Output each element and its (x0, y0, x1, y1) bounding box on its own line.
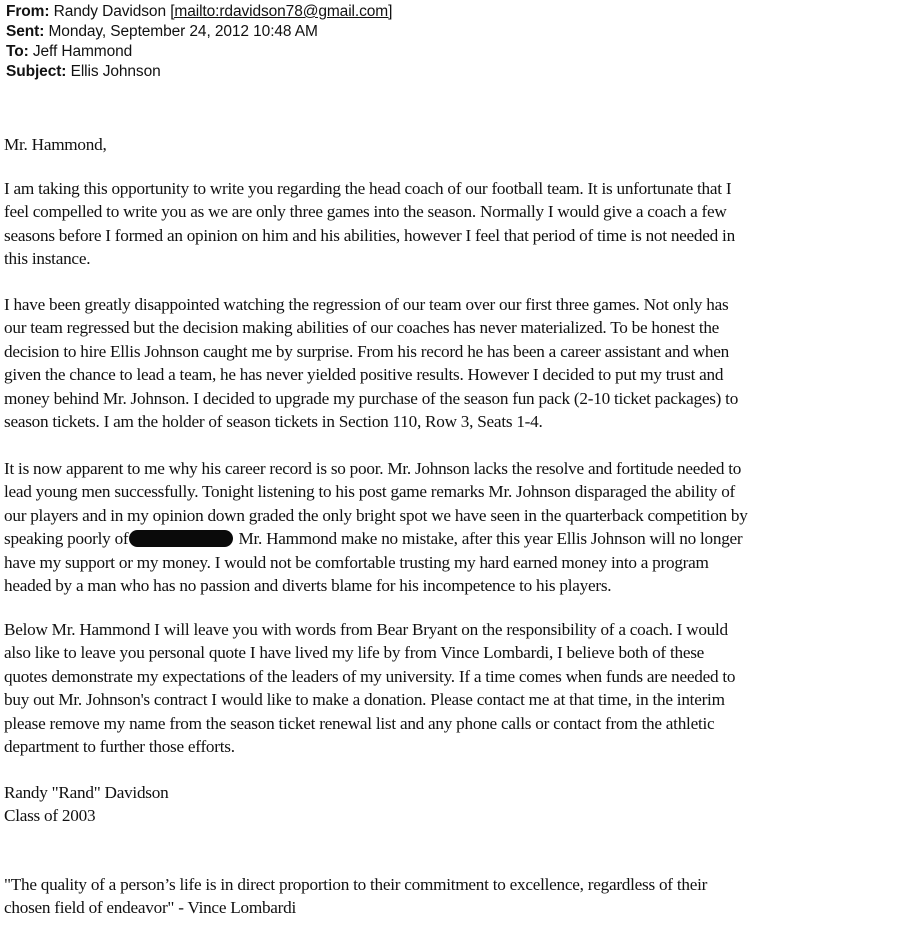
signature-block (4, 781, 168, 828)
paragraph-line: money behind Mr. Johnson. I decided to upgrade my purchase of the season fun pack (2-10 ticket packages) to (4, 388, 739, 408)
subject-value: Ellis Johnson (70, 63, 161, 80)
line-text-after-redaction: Mr. Hammond make no mistake, after this year Ellis Johnson will no longer (234, 529, 743, 549)
email-header (6, 2, 392, 82)
paragraph-line: have my support or my money. I would not be comfortable trusting my hard earned money into a program (4, 552, 709, 572)
paragraph-line: quotes demonstrate my expectations of the leaders of my university. If a time comes when funds are needed to (4, 666, 736, 686)
to-value: Jeff Hammond (32, 43, 133, 60)
paragraph-line: also like to leave you personal quote I have lived my life by from Vince Lombardi, I believe both of these (4, 643, 705, 663)
line-text-before-redaction: speaking poorly of (4, 529, 129, 549)
paragraph-1 (4, 177, 735, 271)
paragraph-line: decision to hire Ellis Johnson caught me by surprise. From his record he has been a career assistant and when (4, 341, 729, 361)
paragraph-line: season tickets. I am the holder of season tickets in Section 110, Row 3, Seats 1-4. (4, 412, 543, 432)
paragraph-line: our players and in my opinion down graded the only bright spot we have seen in the quarterback competition by (4, 505, 748, 525)
paragraph-line: given the chance to lead a team, he has never yielded positive results. However I decided to put my trust and (4, 365, 724, 385)
paragraph-line: It is now apparent to me why his career record is so poor. Mr. Johnson lacks the resolve and fortitude needed to (4, 459, 742, 478)
paragraph-line: our team regressed but the decision making abilities of our coaches has never materialized. To be honest the (4, 318, 720, 338)
paragraph-line: I am taking this opportunity to write you regarding the head coach of our football team. It is unfortunate that I (4, 179, 732, 198)
sent-value: Monday, September 24, 2012 10:48 AM (48, 23, 318, 40)
salutation: Mr. Hammond, (4, 135, 107, 154)
subject-label: Subject: (6, 63, 67, 80)
from-line (6, 2, 392, 22)
paragraph-line: buy out Mr. Johnson's contract I would like to make a donation. Please contact me at that time, in the interim (4, 690, 725, 710)
to-line (6, 42, 392, 62)
paragraph-line: department to further those efforts. (4, 737, 235, 757)
subject-line (6, 62, 392, 82)
quote-line: chosen field of endeavor" - Vince Lombardi (4, 898, 297, 918)
redaction-mark (129, 530, 233, 547)
paragraph-line: lead young men successfully. Tonight listening to his post game remarks Mr. Johnson disparaged the ability of (4, 482, 736, 502)
signature-name: Randy "Rand" Davidson (4, 783, 169, 802)
paragraph-line: seasons before I formed an opinion on him and his abilities, however I feel that period of time is not needed in (4, 225, 735, 245)
paragraph-line: feel compelled to write you as we are only three games into the season. Normally I would give a coach a few (4, 202, 727, 222)
paragraph-3 (4, 457, 748, 597)
from-mailto-link[interactable]: [mailto:rdavidson78@gmail.com] (170, 3, 393, 20)
lombardi-quote (4, 873, 707, 920)
paragraph-line: please remove my name from the season ticket renewal list and any phone calls or contact from the athletic (4, 713, 715, 733)
paragraph-line: this instance. (4, 249, 91, 269)
paragraph-line: Below Mr. Hammond I will leave you with words from Bear Bryant on the responsibility of a coach. I would (4, 620, 728, 639)
paragraph-2 (4, 293, 738, 433)
paragraph-4 (4, 618, 735, 758)
from-name: Randy Davidson (53, 3, 166, 20)
paragraph-line: I have been greatly disappointed watching the regression of our team over our first three games. Not only has (4, 295, 729, 314)
from-label: From: (6, 3, 50, 20)
sent-label: Sent: (6, 23, 45, 40)
paragraph-line-redacted (4, 527, 748, 550)
letter-body (4, 133, 897, 918)
sent-line (6, 22, 392, 42)
to-label: To: (6, 43, 29, 60)
quote-line: "The quality of a person’s life is in direct proportion to their commitment to excellence, regardless of their (4, 875, 708, 894)
signature-class: Class of 2003 (4, 806, 96, 826)
paragraph-line: headed by a man who has no passion and diverts blame for his incompetence to his players. (4, 576, 612, 596)
